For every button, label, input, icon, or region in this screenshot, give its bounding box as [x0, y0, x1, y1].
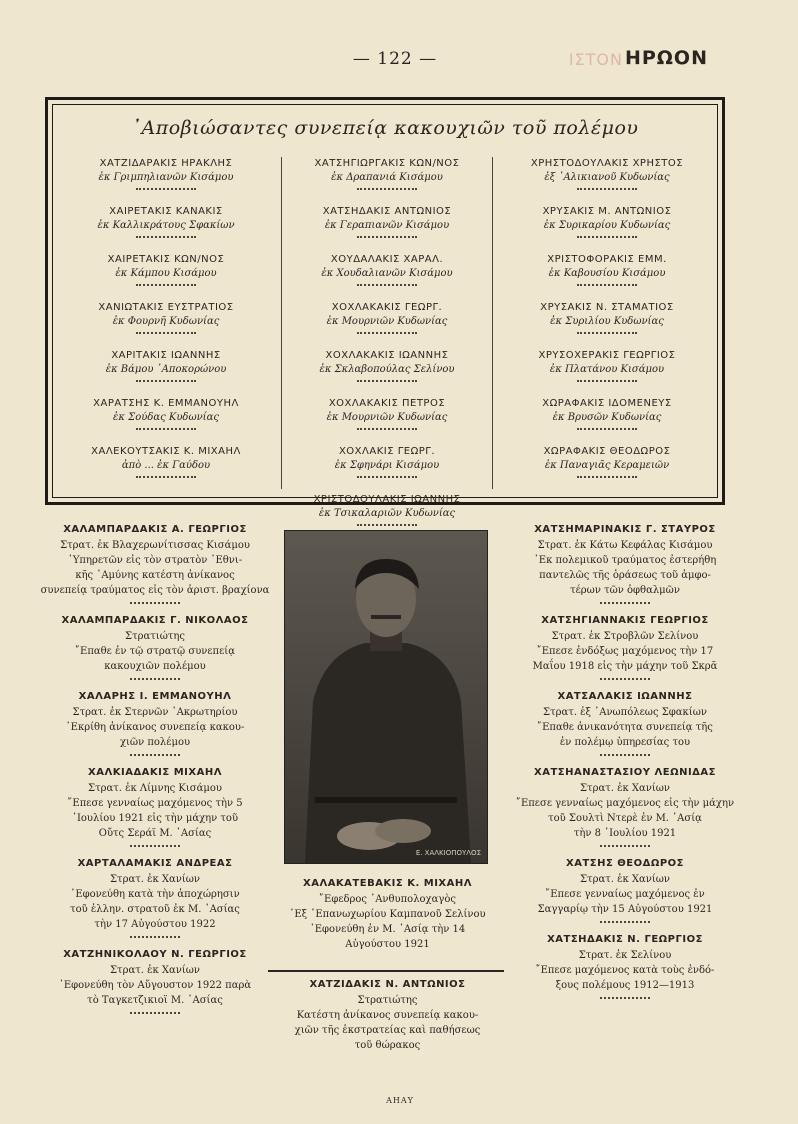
dotted-separator	[577, 188, 637, 190]
entry-name: ΧΑΙΡΕΤΑΚΙΣ ΚΩΝ/ΝΟΣ	[107, 254, 225, 265]
entry-origin: ἐκ Καβουσίου Κισάμου	[548, 268, 666, 279]
entry-name: ΧΟΧΛΑΚΑΚΙΣ ΙΩΑΝΝΗΣ	[325, 350, 449, 361]
entry-origin: ἀπὸ ... ἐκ Γαύδου	[121, 460, 211, 471]
box-entry	[61, 253, 271, 301]
dotted-separator	[577, 380, 637, 382]
entry-name: ΧΡΥΣΟΧΕΡΑΚΙΣ ΓΕΩΡΓΙΟΣ	[538, 350, 676, 361]
entry-line: ᾿Εκ πολεμικοῦ τραύματος ἐστερήθη	[533, 555, 717, 566]
dotted-separator	[600, 845, 650, 847]
entry-origin: ἐκ Συριλίου Κυδωνίας	[550, 316, 664, 327]
entry-name: ΧΑΛΑΚΑΤΕΒΑΚΙΣ Κ. ΜΙΧΑΗΛ	[303, 878, 472, 889]
box-entry	[282, 301, 492, 349]
box-column-1	[61, 157, 271, 489]
entry-name: ΧΡΗΣΤΟΔΟΥΛΑΚΙΣ ΧΡΗΣΤΟΣ	[530, 158, 684, 169]
box-entry	[61, 301, 271, 349]
entry-line: τοῦ ἑλλην. στρατοῦ ἐκ Μ. ᾿Ασίας	[70, 904, 240, 915]
entry-line: ᾿Εξ ᾿Επανωχωρίου Καμπανοῦ Σελίνου	[289, 909, 486, 920]
entry-origin: ἐκ Γριμπηλιανῶν Κισάμου	[98, 172, 234, 183]
dotted-separator	[600, 997, 650, 999]
entry-line: Στρατ. ἐκ Στερνῶν ᾿Ακρωτηρίου	[72, 707, 238, 718]
entry-line: ῎Επεσε γενναίως μαχόμενος ἐν	[545, 889, 705, 900]
entry-origin: ἐκ Σούδας Κυδωνίας	[113, 412, 219, 423]
dotted-separator	[600, 678, 650, 680]
dotted-separator	[130, 845, 180, 847]
box-entry	[282, 445, 492, 493]
entry-line: Στρατ. ἐκ Χανίων	[579, 874, 671, 885]
entry-line: Στρατ. ἐκ Χανίων	[109, 965, 201, 976]
dotted-separator	[577, 428, 637, 430]
entry-name: ΧΟΧΛΑΚΑΚΙΣ ΠΕΤΡΟΣ	[328, 398, 446, 409]
dotted-separator	[130, 936, 180, 938]
box-entry	[501, 157, 713, 205]
box-entry	[282, 397, 492, 445]
memorial-entry	[40, 947, 270, 1014]
entry-line: τοῦ θώρακος	[354, 1040, 421, 1051]
entry-name: ΧΟΧΛΑΚΑΚΙΣ ΓΕΩΡΓ.	[331, 302, 443, 313]
dotted-separator	[130, 754, 180, 756]
photo-caption: Ε. ΧΑΛΚΙΟΠΟΥΛΟΣ	[415, 849, 481, 857]
footer-signature: ΑΗΑΥ	[386, 1096, 414, 1105]
dotted-separator	[357, 428, 417, 430]
entry-name: ΧΑΤΖΗΝΙΚΟΛΑΟΥ Ν. ΓΕΩΡΓΙΟΣ	[63, 949, 247, 960]
entry-line: Στρατ. ἐκ Κάτω Κεφάλας Κισάμου	[537, 540, 713, 551]
entry-name: ΧΩΡΑΦΑΚΙΣ ΘΕΟΔΩΡΟΣ	[543, 446, 671, 457]
memorial-entry	[505, 689, 745, 756]
entry-line: Αὐγούστου 1921	[345, 939, 430, 950]
box-column-3	[501, 157, 713, 489]
box-entry	[61, 397, 271, 445]
entry-origin: ἐκ Φουρνῆ Κυδωνίας	[112, 316, 220, 327]
entry-line: ᾿Εφονεύθη κατὰ τὴν ἀποχώρησιν	[70, 889, 240, 900]
entry-line: Στρατιώτης	[125, 631, 185, 642]
entry-name: ΧΑΙΡΕΤΑΚΙΣ ΚΑΝΑΚΙΣ	[109, 206, 223, 217]
entry-name: ΧΡΥΣΑΚΙΣ Μ. ΑΝΤΩΝΙΟΣ	[542, 206, 672, 217]
entry-line: Σαγγαρίῳ τὴν 15 Αὐγούστου 1921	[537, 904, 713, 915]
section-title: ΗΡΩΟΝ	[624, 47, 708, 69]
dotted-separator	[136, 476, 196, 478]
entry-line: παντελῶς τῆς ὁράσεως τοῦ ἀμφο-	[539, 570, 711, 581]
entry-name: ΧΑΛΚΙΑΔΑΚΙΣ ΜΙΧΑΗΛ	[88, 767, 222, 778]
dotted-separator	[577, 476, 637, 478]
entry-name: ΧΟΥΔΑΛΑΚΙΣ ΧΑΡΑΛ.	[330, 254, 444, 265]
box-entry	[282, 253, 492, 301]
entry-name: ΧΑΛΕΚΟΥΤΣΑΚΙΣ Κ. ΜΙΧΑΗΛ	[91, 446, 241, 457]
entry-line: Οὔτς Σεράϊ Μ. ᾿Ασίας	[98, 828, 212, 839]
entry-line: Μαΐου 1918 εἰς τὴν μάχην τοῦ Σκρᾶ	[532, 661, 718, 672]
entry-origin: ἐκ Βρυσῶν Κυδωνίας	[552, 412, 662, 423]
box-title: ᾿Αποβιώσαντες συνεπείᾳ κακουχιῶν τοῦ πολέμου	[131, 117, 639, 139]
dotted-separator	[136, 188, 196, 190]
dotted-separator	[577, 332, 637, 334]
center-entry	[275, 876, 500, 952]
entry-origin: ἐκ Δραπανιά Κισάμου	[331, 172, 443, 183]
entry-origin: ἐκ Κάμπου Κισάμου	[115, 268, 217, 279]
entry-line: Στρατ. ἐκ Χανίων	[579, 783, 671, 794]
dotted-separator	[357, 524, 417, 526]
entry-name: ΧΑΛΑΜΠΑΡΔΑΚΙΣ Α. ΓΕΩΡΓΙΟΣ	[63, 524, 247, 535]
entry-origin: ἐκ Σκλαβοπούλας Σελίνου	[319, 364, 455, 375]
entry-line: Στρατ. ἐκ Βλαχερωνίτισσας Κισάμου	[60, 540, 250, 551]
page-number: — 122 —	[352, 49, 438, 69]
memorial-entry	[40, 856, 270, 938]
entry-line: χιῶν πολέμου	[119, 737, 191, 748]
box-column-2	[281, 157, 493, 519]
left-column	[40, 522, 270, 1023]
right-column	[505, 522, 745, 1008]
entry-name: ΧΑΤΣΗΣ ΘΕΟΔΩΡΟΣ	[565, 858, 685, 869]
dotted-separator	[136, 284, 196, 286]
dotted-separator	[130, 678, 180, 680]
entry-line: Στρατ. ἐξ ᾿Ανωπόλεως Σφακίων	[543, 707, 707, 718]
entry-line: Στρατ. ἐκ Λίμνης Κισάμου	[88, 783, 222, 794]
entry-line: Στρατ. ἐκ Χανίων	[109, 874, 201, 885]
entry-line: ᾿Εφονεύθη τὸν Αὔγουστον 1922 παρὰ	[58, 980, 252, 991]
box-entry	[61, 205, 271, 253]
memorial-entry	[40, 765, 270, 847]
entry-line: τοῦ Σουλτὶ Ντερὲ ἐν Μ. ᾿Ασίᾳ	[548, 813, 702, 824]
entry-origin: ἐξ ᾿Αλικιανοῦ Κυδωνίας	[544, 172, 670, 183]
soldier-portrait-image	[285, 531, 487, 863]
dotted-separator	[357, 476, 417, 478]
entry-origin: ἐκ Πλατάνου Κισάμου	[549, 364, 665, 375]
box-entry	[282, 157, 492, 205]
entry-line: τὴν 8 ᾿Ιουλίου 1921	[573, 828, 677, 839]
entry-line: Στρατιώτης	[357, 995, 418, 1006]
entry-line: τὸ Ταγκετζικιοϊ Μ. ᾿Ασίας	[87, 995, 223, 1006]
entry-name: ΧΡΥΣΑΚΙΣ Ν. ΣΤΑΜΑΤΙΟΣ	[540, 302, 674, 313]
box-entry	[501, 445, 713, 493]
dotted-separator	[357, 236, 417, 238]
box-entry	[61, 157, 271, 205]
entry-origin: ἐκ Μουρνιῶν Κυδωνίας	[326, 316, 448, 327]
entry-name: ΧΑΤΣΗΔΑΚΙΣ Ν. ΓΕΩΡΓΙΟΣ	[547, 934, 703, 945]
dotted-separator	[136, 332, 196, 334]
box-entry	[501, 205, 713, 253]
center-entry	[275, 977, 500, 1053]
entry-name: ΧΑΤΣΑΛΑΚΙΣ ΙΩΑΝΝΗΣ	[557, 691, 693, 702]
entry-name: ΧΑΤΣΗΓΙΑΝΝΑΚΙΣ ΓΕΩΡΓΙΟΣ	[541, 615, 709, 626]
box-entry	[282, 205, 492, 253]
entry-name: ΧΡΙΣΤΟΔΟΥΛΑΚΙΣ ΙΩΑΝΝΗΣ	[313, 494, 461, 505]
entry-name: ΧΑΝΙΩΤΑΚΙΣ ΕΥΣΤΡΑΤΙΟΣ	[98, 302, 234, 313]
entry-name: ΧΑΤΖΙΔΑΡΑΚΙΣ ΗΡΑΚΛΗΣ	[99, 158, 233, 169]
dotted-separator	[130, 602, 180, 604]
entry-name: ΧΟΧΛΑΚΙΣ ΓΕΩΡΓ.	[338, 446, 436, 457]
memorial-entry	[505, 856, 745, 923]
dotted-separator	[357, 188, 417, 190]
entry-line: κακουχιῶν πολέμου	[104, 661, 206, 672]
box-entry	[501, 253, 713, 301]
entry-line: ᾿Εκρίθη ἀνίκανος συνεπείᾳ κακου-	[65, 722, 245, 733]
entry-origin: ἐκ Τσικαλαριῶν Κυδωνίας	[318, 508, 456, 519]
center-divider	[268, 970, 504, 972]
deceased-box	[45, 97, 725, 519]
entry-line: ῎Επεσε γενναίως μαχόμενος εἰς τὴν μάχην	[515, 798, 735, 809]
entry-line: συνεπείᾳ τραύματος εἰς τὸν ἀριστ. βραχίονα	[40, 585, 270, 596]
entry-line: Στρατ. ἐκ Σελίνου	[578, 950, 672, 961]
entry-name: ΧΑΤΖΙΔΑΚΙΣ Ν. ΑΝΤΩΝΙΟΣ	[309, 979, 466, 990]
entry-origin: ἐκ Συρικαρίου Κυδωνίας	[543, 220, 671, 231]
dotted-separator	[357, 332, 417, 334]
memorial-entry	[40, 613, 270, 680]
dotted-separator	[600, 602, 650, 604]
entry-line: ῎Επαθε ἐν τῷ στρατῷ συνεπείᾳ	[75, 646, 235, 657]
entry-line: ᾿Ιουλίου 1921 εἰς τὴν μάχην τοῦ	[71, 813, 239, 824]
entry-line: τέρων τῶν ὀφθαλμῶν	[570, 585, 680, 596]
page-header	[0, 47, 798, 73]
box-inner-border	[52, 104, 718, 519]
dotted-separator	[600, 754, 650, 756]
entry-line: ῎Επαθε ἀνικανότητα συνεπείᾳ τῆς	[537, 722, 713, 733]
memorial-entry	[505, 932, 745, 999]
dotted-separator	[357, 284, 417, 286]
dotted-separator	[357, 380, 417, 382]
entry-line: ῎Εφεδρος ᾿Ανθυπολοχαγὸς	[319, 894, 456, 905]
box-entry	[501, 397, 713, 445]
entry-origin: ἐκ Βάμου ᾿Αποκορώνου	[105, 364, 227, 375]
entry-line: ῾Υπηρετῶν εἰς τὸν στρατὸν ᾿Εθνι-	[67, 555, 243, 566]
dotted-separator	[136, 236, 196, 238]
entry-name: ΧΑΤΣΗΓΙΩΡΓΑΚΙΣ ΚΩΝ/ΝΟΣ	[314, 158, 460, 169]
entry-line: ξους πολέμους 1912—1913	[555, 980, 695, 991]
box-entry	[61, 445, 271, 493]
entry-name: ΧΑΛΑΜΠΑΡΔΑΚΙΣ Γ. ΝΙΚΟΛΑΟΣ	[61, 615, 249, 626]
entry-line: ᾿Εφονεύθη ἐν Μ. ᾿Ασίᾳ τὴν 14	[309, 924, 466, 935]
entry-line: χιῶν τῆς ἐκστρατείας καὶ παθήσεως	[294, 1025, 481, 1036]
bleed-through-text: ΙΣΤΟΝ	[568, 50, 623, 69]
entry-name: ΧΑΤΣΗΜΑΡΙΝΑΚΙΣ Γ. ΣΤΑΥΡΟΣ	[534, 524, 716, 535]
entry-origin: ἐκ Σφηνάρι Κισάμου	[334, 460, 440, 471]
dotted-separator	[136, 428, 196, 430]
box-entry	[282, 349, 492, 397]
dotted-separator	[577, 284, 637, 286]
entry-line: κῆς ᾿Αμύνης κατέστη ἀνίκανος	[75, 570, 235, 581]
soldier-photo	[284, 530, 488, 864]
dotted-separator	[130, 1012, 180, 1014]
entry-name: ΧΑΤΣΗΔΑΚΙΣ ΑΝΤΩΝΙΟΣ	[322, 206, 452, 217]
entry-name: ΧΡΙΣΤΟΦΟΡΑΚΙΣ ΕΜΜ.	[547, 254, 667, 265]
memorial-entry	[40, 522, 270, 604]
dotted-separator	[136, 380, 196, 382]
dotted-separator	[600, 921, 650, 923]
entry-line: ῎Επεσε γενναίως μαχόμενος τὴν 5	[67, 798, 243, 809]
entry-origin: ἐκ Μουρνιῶν Κυδωνίας	[326, 412, 448, 423]
dotted-separator	[577, 236, 637, 238]
entry-origin: ἐκ Γεραπιανῶν Κισάμου	[324, 220, 450, 231]
box-entry	[501, 301, 713, 349]
entry-name: ΧΑΤΣΗΑΝΑΣΤΑΣΙΟΥ ΛΕΩΝΙΔΑΣ	[534, 767, 716, 778]
entry-line: Κατέστη ἀνίκανος συνεπείᾳ κακου-	[296, 1010, 479, 1021]
memorial-entry	[40, 689, 270, 756]
entry-name: ΧΑΛΑΡΗΣ Ι. ΕΜΜΑΝΟΥΗΛ	[78, 691, 232, 702]
memorial-entry	[505, 613, 745, 680]
entry-line: ῎Επεσε μαχόμενος κατὰ τοὺς ἐνδό-	[535, 965, 715, 976]
entry-line: τὴν 17 Αὐγούστου 1922	[94, 919, 216, 930]
box-entry	[501, 349, 713, 397]
entry-line: ῎Επεσε ἐνδόξως μαχόμενος τὴν 17	[536, 646, 714, 657]
entry-origin: ἐκ Χουδαλιανῶν Κισάμου	[321, 268, 453, 279]
entry-name: ΧΑΡΤΑΛΑΜΑΚΙΣ ΑΝΔΡΕΑΣ	[77, 858, 233, 869]
entry-name: ΧΑΡΑΤΣΗΣ Κ. ΕΜΜΑΝΟΥΗΛ	[93, 398, 239, 409]
box-entry	[61, 349, 271, 397]
entry-name: ΧΩΡΑΦΑΚΙΣ ΙΔΟΜΕΝΕΥΣ	[542, 398, 672, 409]
entry-line: ἐν πολέμῳ ὑπηρεσίας του	[559, 737, 691, 748]
entry-origin: ἐκ Παναγιᾶς Κεραμειῶν	[544, 460, 670, 471]
entry-origin: ἐκ Καλλικράτους Σφακίων	[97, 220, 235, 231]
memorial-entry	[505, 765, 745, 847]
entry-line: Στρατ. ἐκ Στροβλῶν Σελίνου	[551, 631, 699, 642]
entry-name: ΧΑΡΙΤΑΚΙΣ ΙΩΑΝΝΗΣ	[111, 350, 221, 361]
memorial-entry	[505, 522, 745, 604]
